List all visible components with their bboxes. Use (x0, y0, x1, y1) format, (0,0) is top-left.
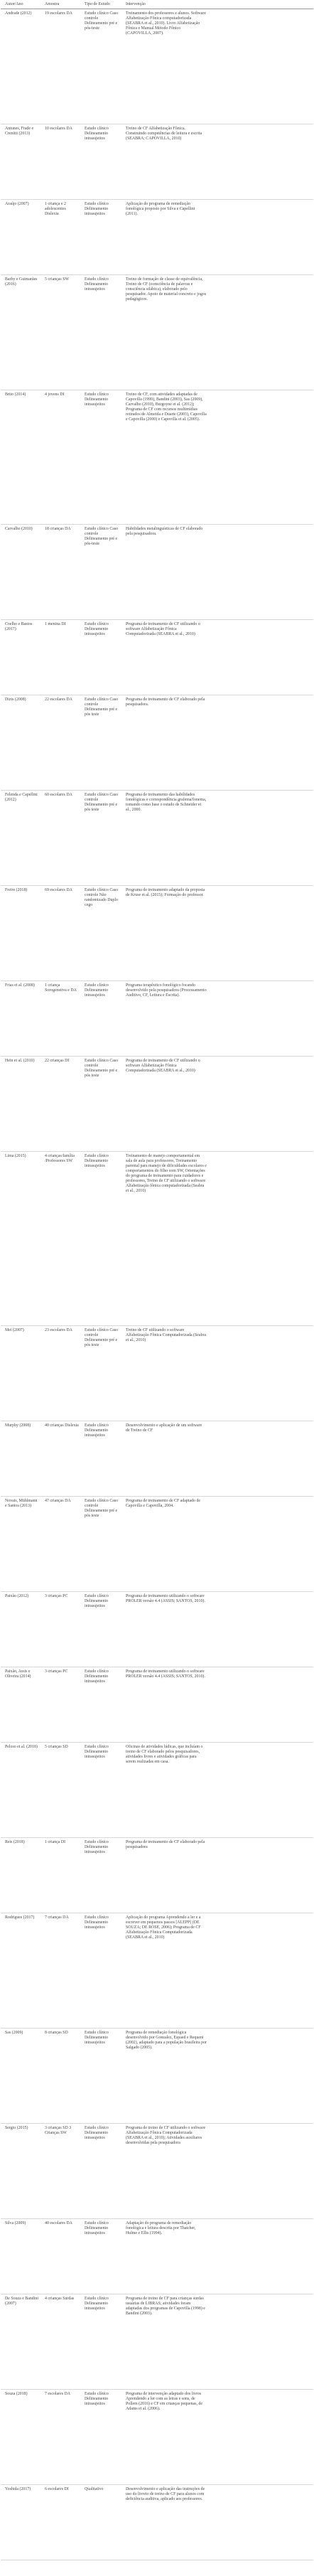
cell-tipo: Estudo clínico Caso controle Não randomizado Duplo cego (85, 888, 119, 907)
cell-amostra: 1 menina DI (45, 622, 66, 626)
cell-tipo: Estudo clínico Caso controle Delineamento pré e pós teste (85, 793, 119, 812)
cell-tipo: Estudo clínico Delineamento intrasujeitos (85, 1745, 109, 1759)
table-row (1, 1497, 313, 1592)
cell-amostra: 40 crianças Dislexia (45, 1423, 79, 1428)
cell-amostra: 3 crianças PC (45, 1669, 68, 1674)
cell-tipo: Estudo clínico Delineamento intrasujeitos (85, 2392, 109, 2406)
cell-tipo: Estudo clínico Delineamento intrasujeitos (85, 277, 109, 292)
cell-autor: Araújo (2007) (5, 202, 29, 206)
cell-amostra: 40 escolares DA (45, 2221, 72, 2225)
cell-intervencao: Programa de treinamento de CF adaptado de Capovilla e Capovilla, 2004. (126, 1499, 201, 1508)
cell-autor: De Souza e Bandini (2007) (5, 2297, 38, 2306)
cell-amostra: 60 escolares DA (45, 793, 72, 797)
cell-intervencao: Treino de formação de classe de equivalência, Treino de CF (consciência de palavras e consciência silábica), elaborado pelo pesquisador. Apoio de material concreto e jogos pedagógicos. (126, 277, 207, 301)
cell-intervencao: Habilidades metalinguísticas de CF elaborado pela pesquisadora. (126, 527, 203, 536)
cell-intervencao: Programa de intervenção adaptado dos livros Aprendendo a ler com as letras e sons, de Pollem (2016) e CF em crianças pequenas, de Adams et al. (2006). (126, 2392, 202, 2411)
cell-autor: Souza (2018) (5, 2392, 28, 2396)
cell-autor: Barby e Guimarães (2016) (5, 277, 38, 287)
cell-intervencao: Programa de treinamento de CF utilizando o software Alfabetização Fônica Computadorizada (SEABRA et al., 2010) (126, 622, 200, 636)
cell-amostra: 5 crianças SD (45, 1745, 68, 1749)
cell-amostra: 4 crianças Surdas (45, 2297, 75, 2301)
cell-tipo: Estudo clínico Delineamento intrasujeitos (85, 2031, 109, 2045)
cell-amostra: 18 crianças DA (45, 527, 71, 531)
cell-tipo: Estudo clínico Delineamento intrasujeitos (85, 983, 109, 998)
cell-intervencao: Programa de treinamento utilizando o software PROLER versão 4.4 (ASSIS; SANTOS, 2010). (126, 1594, 205, 1603)
cell-intervencao: Programa de treinamento das habilidades fonológicas e correspondência grafema/fonema, tomando como base o estudo de Schneider et al., 2000. (126, 793, 207, 812)
header-intervencao: Intervenção (126, 2, 146, 6)
cell-intervencao: Programa de treinamento de CF utilizando o software Alfabetização Fônica Computadorizada (SEABRA et al., 2010) (126, 1059, 200, 1073)
table-row (1, 1152, 313, 1326)
table-row (1, 1592, 313, 1667)
cell-autor: Mei (2007) (5, 1328, 24, 1332)
cell-amostra: 47 crianças DA (45, 1499, 71, 1503)
cell-autor: Brito (2014) (5, 392, 26, 397)
cell-intervencao: Treinamento de manejo comportamental em sala de aula para professores, Treinamento parental para manejo de dificuldades escolares e comportamentos do filho com SW, Orientações do programa de treinamento para cuidadores e professores, Treino de CF utilizando o software Alfabetização fônica computadorizada (Seabra et al., 2010) (126, 1154, 207, 1193)
cell-autor: Felenda e Capellini (2012) (5, 793, 38, 802)
table-row (1, 525, 313, 620)
table-row (1, 2294, 313, 2390)
table-row (1, 1326, 313, 1421)
cell-intervencao: Treino de CF Alfabetização Fônica. Construindo competências de leitura e escrita (SEABRA; CAPOVILLA, 2010) (126, 127, 202, 141)
table-row (1, 1838, 313, 1913)
cell-intervencao: Aplicação do programa Aprendendo a ler e a escrever em pequenos passos [ALEPP] (DE SOUZA; DE ROSE, 2006); Programa de CF Alfabetização Fônica Computadorizada (SEABRA et al., 2010) (126, 1915, 201, 1940)
table-row (1, 981, 313, 1057)
cell-tipo: Estudo clínico Delineamento intrasujeitos (85, 1154, 109, 1168)
cell-autor: Andrade (2012) (5, 11, 32, 16)
cell-amostra: 5 crianças SW (45, 277, 70, 282)
cell-autor: Sas (2009) (5, 2031, 23, 2035)
header-autor: Autor/Ano (5, 2, 23, 6)
cell-autor: Hein et al. (2010) (5, 1059, 35, 1063)
cell-amostra: 1 criança e 2 adolescentes Dislexia (45, 202, 66, 216)
cell-autor: Lima (2015) (5, 1154, 26, 1158)
cell-intervencao: Programa de treinamento de CF elaborado pela pesquisadora. (126, 698, 205, 707)
cell-tipo: Estudo clínico Caso controle Delineamento pré e pós teste (85, 698, 119, 717)
cell-intervencao: Treino de CF, com atividades adaptadas de Capovilla (1999), Bandini (2003), Sas (2009), Carvalho (2010), Burgoyne et al. (2012); Programa de CF com recursos multimídias retirados de Almeida e Duarte (2003), Capovilla e Capovilla (2000) e Capovilla et al. (2005). (126, 392, 207, 422)
cell-tipo: Qualitativo (85, 2487, 104, 2491)
cell-autor: Dizis (2008) (5, 698, 26, 702)
cell-autor: Murphy (2008) (5, 1423, 31, 1428)
table-row (1, 200, 313, 275)
cell-autor: Paixão, Assis e Oliveira (2014) (5, 1669, 31, 1679)
cell-intervencao: Programa de treinamento adaptado da proposta de Kruse et al. (2015); Formação do professor. (126, 888, 205, 897)
table-row (1, 124, 313, 200)
cell-autor: Rodrigues (2017) (5, 1915, 35, 1920)
cell-amostra: 6 escolares DI (45, 2487, 69, 2491)
cell-amostra: 69 escolares DA (45, 888, 72, 892)
table-row (1, 9, 313, 124)
cell-autor: Coelho e Bastos (2017) (5, 622, 33, 631)
cell-tipo: Estudo clínico Delineamento intrasujeitos (85, 1423, 109, 1438)
cell-intervencao: Desenvolvimento e aplicação das instruções de uso do livreto de treino de CF para alunos com deficiência auditiva, aplicado aos professores. (126, 2487, 205, 2501)
cell-intervencao: Treinamento dos professores e alunos. Software Alfabetização Fônica computadorizada (SEABRA et al., 2010). Livro Alfabetização Fônica e Manual Método Fônico (CAPOVILLA, 2007). (126, 11, 206, 36)
table-row (1, 886, 313, 981)
cell-tipo: Estudo clínico Caso controle Delineamento pré e pós-teste (85, 527, 119, 546)
cell-autor: Frias et al. (2008) (5, 983, 35, 988)
table-row (1, 390, 313, 525)
cell-tipo: Estudo clínico Caso controle Delineamento pré e pós-teste (85, 11, 119, 31)
cell-intervencao: Treino de CF utilizando o software Alfabetização Fônica Computadorizada (Seabra et al., 2010) (126, 1328, 207, 1342)
table-row (1, 695, 313, 791)
cell-autor: Freire (2018) (5, 888, 28, 892)
cell-tipo: Estudo clínico Delineamento intrasujeitos (85, 2126, 109, 2140)
studies-table (1, 0, 313, 2560)
cell-tipo: Estudo clínico Caso controle Delineamento pré e pós teste (85, 1499, 119, 1518)
cell-tipo: Estudo clínico Delineamento intrasujeitos (85, 202, 109, 216)
cell-autor: Paixão (2012) (5, 1594, 29, 1598)
cell-intervencao: Aplicação do programa de remediação fonológica proposto por Silva e Capellini (2011). (126, 202, 195, 216)
cell-amostra: 8 crianças SD (45, 2031, 68, 2035)
cell-intervencao: Desenvolvimento e aplicação de um software de Treino de CF (126, 1423, 202, 1433)
cell-tipo: Estudo clínico Delineamento intrasujeitos (85, 2297, 109, 2311)
cell-tipo: Estudo clínico Delineamento intrasujeitos (85, 2221, 109, 2235)
cell-autor: Carvalho (2010) (5, 527, 33, 531)
table-row (1, 2390, 313, 2485)
table-row (1, 2219, 313, 2294)
cell-intervencao: Programa de treino de CF utilizando o software Alfabetização Fônica Computadorizada (SEABRA et al., 2010); Atividades auxiliares desenvolvidas pela pesquisadora (126, 2126, 206, 2145)
header-tipo: Tipo de Estudo (85, 2, 110, 6)
cell-intervencao: Programa de remediação fonológica desenvolvido por Gonzalez, Espaed e Requeni (2002), adaptado para a população brasileira por Salgado (2005). (126, 2031, 207, 2050)
cell-amostra: 7 escolares DA (45, 2392, 70, 2396)
cell-tipo: Estudo clínico Delineamento intrasujeitos (85, 127, 109, 141)
cell-tipo: Estudo clínico Delineamento intrasujeitos (85, 1915, 109, 1930)
table-row (1, 2485, 313, 2560)
cell-amostra: 3 crianças PC (45, 1594, 68, 1598)
table-row (1, 2029, 313, 2124)
cell-intervencao: Oficinas de atividades lúdicas, que incluíam o treino de CF elaborado pelos pesquisadores, atividades livres e atividades gráficas para serem realizadas em casa. (126, 1745, 203, 1764)
cell-tipo: Estudo clínico Delineamento intrasujeitos (85, 1840, 109, 1854)
cell-amostra: 4 crianças/família /Professores SW (45, 1154, 75, 1163)
table-row (1, 2124, 313, 2219)
cell-autor: Yoshida (2017) (5, 2487, 31, 2491)
cell-intervencao: Adaptação do programa de remediação fonológica e leitura descrita por Thatcher, Hulme e Ellis (1994). (126, 2221, 196, 2235)
cell-autor: Antunes, Frade e Crenitti (2013) (5, 127, 34, 136)
cell-tipo: Estudo clínico Caso controle Delineamento pré e pós teste (85, 1059, 119, 1078)
cell-amostra: 10 escolares DA (45, 127, 72, 131)
cell-autor: Silva (2009) (5, 2221, 26, 2225)
cell-intervencao: Programa terapêutico fonológico focando desenvolvido pela pesquisadora (Processamento Auditivo, CF, Leitura e Escrita). (126, 983, 207, 998)
table-header-row (1, 0, 313, 9)
cell-tipo: Estudo clínico Delineamento intrasujeitos (85, 1669, 109, 1684)
cell-tipo: Estudo clínico Delineamento intrasujeitos (85, 1594, 109, 1608)
cell-autor: Sergio (2015) (5, 2126, 28, 2130)
cell-amostra: 22 crianças DI (45, 1059, 70, 1063)
cell-amostra: 7 crianças DA (45, 1915, 69, 1920)
cell-amostra: 1 criança DI (45, 1840, 66, 1844)
cell-intervencao: Programa de treinamento utilizando o software PROLER versão 4.4 (ASSIS; SANTOS, 2010). (126, 1669, 205, 1679)
table-row (1, 620, 313, 695)
cell-amostra: 1 criança Sorogenstiva e DA (45, 983, 77, 993)
cell-autor: Reis (2018) (5, 1840, 25, 1844)
table-row (1, 275, 313, 390)
cell-autor: Novais, Mühlmann e Santos (2013) (5, 1499, 38, 1508)
table-row (1, 1421, 313, 1497)
cell-amostra: 19 escolares DA (45, 11, 72, 16)
cell-amostra: 23 escolares DA (45, 1328, 72, 1332)
cell-tipo: Estudo clínico Delineamento intrasujeitos (85, 392, 109, 407)
table-row (1, 791, 313, 886)
header-amostra: Amostra (45, 2, 60, 6)
table-row (1, 1913, 313, 2029)
table-row (1, 1057, 313, 1152)
cell-tipo: Estudo clínico Caso controle Delineamento pré e pós teste (85, 1328, 119, 1347)
table-row (1, 1743, 313, 1838)
cell-autor: Peloso et al. (2018) (5, 1745, 38, 1749)
cell-tipo: Estudo clínico Delineamento intrasujeitos (85, 622, 109, 636)
table-row (1, 1667, 313, 1743)
cell-amostra: 22 escolares DA (45, 698, 72, 702)
cell-intervencao: Programa de treinamento de CF elaborado pela pesquisadora (126, 1840, 205, 1849)
cell-amostra: 4 jovens DI (45, 392, 65, 397)
cell-intervencao: Programa de treino de CF para crianças surdas usuárias de LIBRAS; atividades foram adaptadas dos programas de Capovilla (1998) e Bandini (2003). (126, 2297, 205, 2316)
cell-amostra: 3 crianças SD 3 Crianças SW (45, 2126, 72, 2135)
